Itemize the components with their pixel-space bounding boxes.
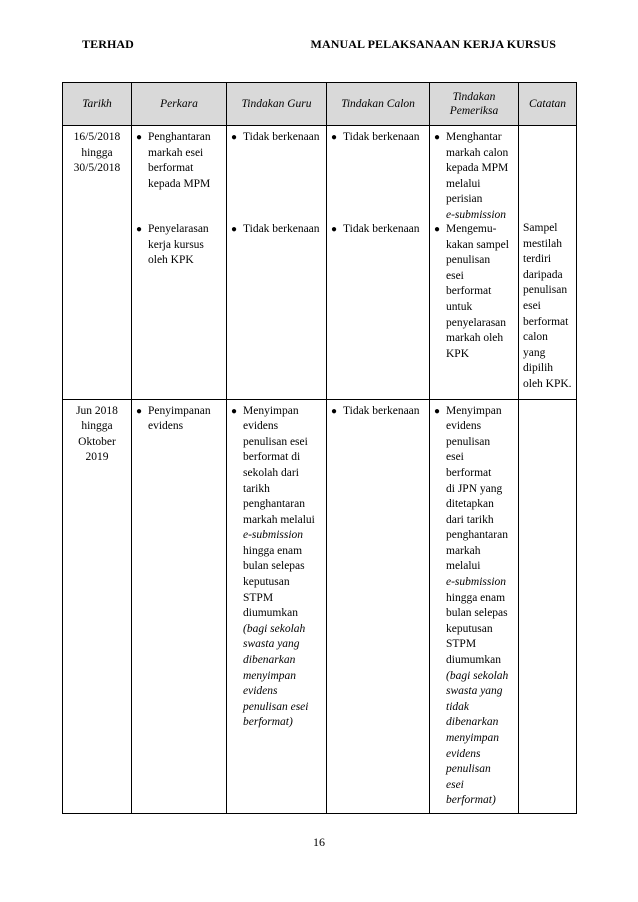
- text-line: penulisan: [446, 254, 491, 267]
- text-line: hingga enam: [243, 544, 303, 557]
- text-line: dari tarikh: [446, 513, 494, 526]
- date-line: 16/5/2018: [73, 131, 121, 143]
- text-line: evidens: [446, 420, 482, 433]
- text-line: (bagi sekolah: [446, 669, 509, 682]
- text-line: markah oleh: [446, 332, 504, 345]
- table-header-row: [63, 83, 577, 126]
- catatan-cell: [519, 126, 577, 400]
- text-line: oleh KPK.: [523, 377, 572, 390]
- bullet-icon: ●: [331, 224, 338, 235]
- text-line: Menyimpan: [446, 404, 502, 417]
- table-row: [63, 399, 577, 813]
- text-line: kepada MPM: [446, 162, 509, 175]
- bullet-icon: ●: [231, 132, 238, 143]
- bullet-icon: ●: [434, 224, 441, 235]
- text-line: dipilih: [523, 362, 554, 375]
- table-row: [63, 126, 577, 400]
- text-line: penyelarasan: [446, 316, 507, 329]
- text-line: melalui: [446, 560, 481, 573]
- perkara-item-b: [136, 222, 224, 269]
- text-line: Sampel: [523, 222, 558, 234]
- text-line: markah melalui: [243, 513, 315, 526]
- column-header-tindakan-calon: Tindakan Calon: [327, 83, 430, 126]
- text-line: di JPN yang: [446, 482, 503, 495]
- text-line: kerja kursus: [148, 238, 204, 251]
- text-line: e-submission: [446, 208, 507, 221]
- date-line: Jun 2018: [76, 404, 118, 417]
- bullet-icon: ●: [136, 224, 143, 235]
- text-line: penulisan: [446, 763, 491, 776]
- bullet-icon: ●: [136, 132, 143, 143]
- column-header-perkara: Perkara: [132, 83, 227, 126]
- text-line: terdiri: [523, 253, 552, 266]
- perkara-cell: [132, 126, 227, 400]
- text-line: dibenarkan: [243, 654, 296, 667]
- text-line: oleh KPK: [148, 254, 194, 267]
- bullet-icon: ●: [231, 224, 238, 235]
- perkara-item-a: [136, 130, 224, 222]
- bullet-icon: ●: [231, 405, 238, 417]
- text-line: swasta yang: [243, 638, 300, 651]
- text-line: menyimpan: [446, 732, 500, 744]
- pemeriksa-cell: [430, 399, 519, 813]
- catatan-cell: [519, 399, 577, 813]
- guru-text: Tidak berkenaan: [243, 223, 320, 235]
- text-line: Menyimpan: [243, 404, 299, 417]
- text-line: penghantaran: [243, 498, 305, 511]
- text-line: calon: [523, 331, 548, 344]
- header-right: MANUAL PELAKSANAAN KERJA KURSUS: [310, 37, 556, 51]
- date-line: hingga: [81, 420, 113, 433]
- text-line: penulisan: [446, 435, 491, 448]
- date-line: 30/5/2018: [73, 162, 121, 175]
- bullet-icon: ●: [331, 405, 338, 417]
- text-line: keputusan: [446, 622, 493, 635]
- text-line: bulan selepas: [446, 607, 508, 620]
- text-line: mestilah: [523, 237, 562, 250]
- calon-cell: [327, 126, 430, 400]
- text-line: penulisan esei: [243, 700, 309, 713]
- page-number: 16: [313, 835, 325, 849]
- column-header-tarikh: Tarikh: [63, 83, 132, 126]
- date-line: Oktober: [78, 435, 116, 448]
- pemeriksa-cell: [430, 126, 519, 400]
- text-line: daripada: [523, 268, 563, 281]
- text-line: esei: [523, 299, 541, 312]
- text-line: penulisan: [523, 284, 568, 297]
- bullet-icon: ●: [136, 405, 143, 417]
- text-line: bulan selepas: [243, 560, 305, 573]
- perkara-cell: [132, 399, 227, 813]
- text-line: Penghantaran: [148, 131, 211, 143]
- text-line: evidens: [243, 420, 279, 433]
- text-line: kakan sampel: [446, 238, 509, 251]
- text-line: berformat di: [243, 451, 301, 464]
- text-line: melalui: [446, 177, 481, 190]
- text-line: markah esei: [148, 146, 204, 159]
- text-line: menyimpan: [243, 669, 297, 682]
- text-line: e-submission: [243, 529, 304, 542]
- text-line: markah: [446, 544, 481, 557]
- bullet-icon: ●: [434, 405, 441, 417]
- text-line: keputusan: [243, 576, 290, 589]
- text-line: berformat: [523, 315, 569, 328]
- column-header-tindakan-pemeriksa-label: Tindakan Pemeriksa: [449, 91, 499, 117]
- text-line: perisian: [446, 193, 483, 206]
- date-cell: [63, 126, 132, 400]
- text-line: evidens: [243, 685, 278, 698]
- text-line: berformat: [446, 285, 492, 298]
- text-line: Mengemu-: [446, 223, 497, 235]
- text-line: berformat): [446, 794, 496, 807]
- column-header-tindakan-pemeriksa: [430, 83, 519, 126]
- text-line: tidak: [446, 700, 469, 713]
- header-left: TERHAD: [82, 37, 134, 51]
- text-line: sekolah dari: [243, 466, 299, 479]
- text-line: (bagi sekolah: [243, 622, 306, 635]
- text-line: swasta yang: [446, 685, 503, 698]
- bullet-icon: ●: [434, 132, 441, 143]
- text-line: Penyelarasan: [148, 223, 209, 235]
- calon-cell: [327, 399, 430, 813]
- text-line: KPK: [446, 347, 470, 360]
- guru-text: Tidak berkenaan: [243, 131, 320, 143]
- text-line: kepada MPM: [148, 177, 211, 190]
- text-line: berformat): [243, 716, 293, 729]
- text-line: evidens: [446, 747, 481, 760]
- bullet-icon: ●: [331, 132, 338, 143]
- text-line: berformat: [148, 162, 194, 175]
- text-line: tarikh: [243, 482, 270, 495]
- text-line: esei: [446, 778, 464, 791]
- guru-cell: [227, 126, 327, 400]
- text-line: ditetapkan: [446, 498, 494, 511]
- guru-cell: [227, 399, 327, 813]
- text-line: untuk: [446, 300, 473, 313]
- text-line: esei: [446, 451, 464, 464]
- text-line: esei: [446, 269, 464, 282]
- text-line: yang: [523, 346, 546, 359]
- column-header-tindakan-guru: Tindakan Guru: [227, 83, 327, 126]
- text-line: penghantaran: [446, 529, 508, 542]
- text-line: hingga enam: [446, 591, 506, 604]
- text-line: diumumkan: [243, 607, 298, 620]
- column-header-catatan: Catatan: [519, 83, 577, 126]
- text-line: Penyimpanan: [148, 404, 211, 417]
- text-line: markah calon: [446, 146, 509, 159]
- text-line: STPM: [446, 638, 477, 651]
- text-line: Menghantar: [446, 131, 502, 143]
- schedule-table: [62, 82, 577, 814]
- text-line: STPM: [243, 591, 274, 604]
- calon-text: Tidak berkenaan: [343, 131, 420, 143]
- calon-text: Tidak berkenaan: [343, 404, 420, 417]
- text-line: e-submission: [446, 576, 507, 589]
- text-line: diumumkan: [446, 654, 501, 667]
- calon-text: Tidak berkenaan: [343, 223, 420, 235]
- text-line: evidens: [148, 420, 184, 433]
- date-line: hingga: [81, 146, 113, 159]
- text-line: berformat: [446, 466, 492, 479]
- text-line: dibenarkan: [446, 716, 499, 729]
- date-line: 2019: [85, 451, 109, 464]
- text-line: penulisan esei: [243, 435, 308, 448]
- date-cell: [63, 399, 132, 813]
